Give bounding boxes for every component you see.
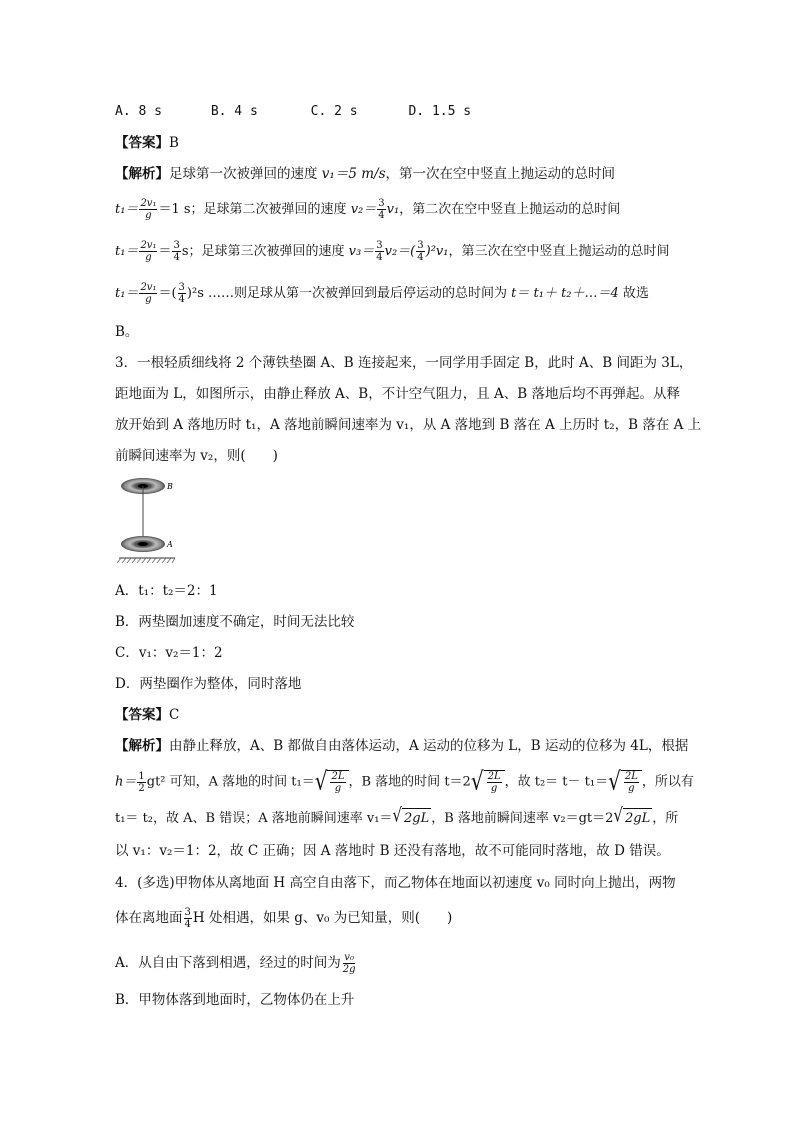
label-b: B [167,482,173,491]
answer-value: C [169,707,180,723]
numerator: 2L [487,771,501,782]
q3-stem-line-2: 距地面为 L，如图所示，由静止释放 A、B，不计空气阻力，且 A、B 落地后均不再弹起。从释 [115,386,680,402]
analysis-tag: 【解析】 [115,738,169,754]
text: ，所 [652,811,679,826]
answer-value: B [169,135,179,151]
text: ；足球第三次被弹回的速度 [188,244,349,259]
text: ，所以有 [641,774,694,790]
q4-stem-line-2 [115,907,452,930]
text: 由静止释放，A、B 都做自由落体运动，A 运动的位移为 L，B 运动的位移为 4L，根据 [169,738,689,754]
denominator: 4 [184,919,191,930]
denominator: 4 [178,294,185,305]
formula: t₁＝ [115,244,139,259]
text: ，第二次在空中竖直上抛运动的总时间 [399,202,621,217]
formula: ＝( [158,286,177,301]
formula: v₁＝5 m/s [321,166,386,182]
numerator: 2L [331,771,345,782]
q2-option-b: B. 4 s [210,104,258,119]
q4-option-b: B．甲物体落到地面时，乙物体仍在上升 [115,992,355,1008]
numerator: 2v₁ [140,240,157,251]
text: 故选 [618,286,649,301]
q2-analysis-line-1 [115,164,615,184]
text: ，B 落地的时间 t＝2 [348,774,471,790]
numerator: 2v₁ [140,282,157,293]
formula: t＝ t₁＋ t₂＋…＝4 [511,286,619,301]
q3-option-b: B．两垫圈加速度不确定，时间无法比较 [115,614,355,630]
q2-options [115,102,471,122]
radicand: 2gL [402,808,431,829]
formula: ＝1 s [158,202,191,217]
text: 体在离地面 [115,910,183,926]
numerator: 3 [417,240,424,251]
sqrt: √ 2gL [613,808,652,829]
fraction [139,198,157,221]
q2-analysis-line-5: B。 [115,324,139,340]
text: ……则足球从第一次被弹回到最后停运动的总时间为 [203,286,512,301]
denominator: 4 [173,252,180,263]
fraction [184,907,192,930]
sqrt: √ $\frac{2L}{g}$ [315,770,349,794]
formula: v₁ [386,202,400,217]
denominator: g [490,783,498,794]
text: ，故 t₂＝ t－ t₁＝ [504,774,609,790]
formula: )²v₁ [425,244,449,259]
q2-option-a: A. 8 s [115,104,162,119]
text: A．从自由下落到相遇，经过的时间为 [115,955,341,971]
answer-tag: 【答案】 [115,707,169,723]
q3-analysis-line-2 [115,765,694,796]
q2-analysis-line-3 [115,240,669,263]
numerator: 3 [178,282,185,293]
q3-stem-line-4: 前瞬间速率为 v₂，则( ) [115,448,278,464]
sqrt: √ $\frac{2L}{g}$ [471,770,505,794]
denominator: g [145,252,152,263]
denominator: 4 [376,252,383,263]
fraction [375,240,383,263]
numerator: 3 [184,907,191,918]
fraction [137,771,145,794]
q2-option-d: D. 1.5 s [408,104,472,119]
denominator: 4 [378,210,385,221]
washers-figure [115,470,195,570]
fraction [487,771,502,794]
denominator: g [628,783,635,794]
q3-answer [115,705,179,725]
fraction [178,282,186,305]
fraction [172,240,180,263]
radicand: 2gL [623,808,652,829]
numerator: 2v₁ [140,198,157,209]
washers-diagram [115,470,195,570]
washer-a-hole [138,542,148,546]
formula: )²s [186,286,204,301]
q3-option-c: C．v₁：v₂＝1：2 [115,645,223,661]
sqrt: √ 2gL [392,808,431,829]
q2-answer [115,133,179,153]
ground-hatch [117,558,175,563]
text: 足球第一次被弹回的速度 [169,166,322,182]
text: t₁＝ t₂，故 A、B 错误；A 落地前瞬间速率 v₁＝ [115,811,393,826]
formula: s [181,244,189,259]
fraction [342,952,357,975]
numerator: 3 [376,240,383,251]
q2-analysis-line-4 [115,282,649,305]
q3-stem-line-1: 3．一根轻质细线将 2 个薄铁垫圈 A、B 连接起来，一同学用手固定 B，此时 A、B 间距为 3L， [115,355,693,371]
numerator: 3 [378,198,385,209]
text: ；足球第二次被弹回的速度 [190,202,351,217]
fraction [139,282,157,305]
denominator: g [145,210,152,221]
answer-tag: 【答案】 [115,135,169,151]
formula: h＝ [115,774,137,790]
formula: t₁＝ [115,202,139,217]
text: gt² 可知，A 落地的时间 t₁＝ [146,774,315,790]
formula: t₁＝ [115,286,139,301]
denominator: 4 [417,252,424,263]
q4-option-a [115,952,358,975]
q3-stem-line-3: 放开始到 A 落地历时 t₁，A 落地前瞬间速率为 v₁，从 A 落地到 B 落在 A 上历时 t₂，B 落在 A 上 [115,417,702,433]
denominator: 2 [138,782,145,794]
numerator: 1 [138,770,145,782]
text: ，第三次在空中竖直上抛运动的总时间 [448,244,670,259]
fraction [416,240,424,263]
q3-analysis-line-1 [115,736,688,756]
text: ，B 落地前瞬间速率 v₂＝gt＝2 [431,811,614,826]
numerator: 3 [173,240,180,251]
q3-analysis-line-3 [115,804,679,829]
q4-stem-line-1: 4．(多选)甲物体从离地面 H 高空自由落下，而乙物体在地面以初速度 v₀ 同时向上抛出，两物 [115,875,676,891]
denominator: 2g [342,964,356,975]
fraction [330,771,345,794]
fraction [377,198,385,221]
formula: ＝ [158,244,172,259]
formula: v₂＝( [384,244,416,259]
q2-option-c: C. 2 s [310,104,358,119]
sqrt: √ $\frac{2L}{g}$ [608,770,642,794]
numerator: v₀ [344,952,354,963]
fraction [624,771,639,794]
analysis-tag: 【解析】 [115,166,169,182]
denominator: g [334,783,342,794]
label-a: A [167,540,173,549]
formula: v₃＝ [348,244,375,259]
q3-analysis-line-4: 以 v₁：v₂＝1：2，故 C 正确；因 A 落地时 B 还没有落地，故不可能同时落地，故 D 错误。 [115,843,670,859]
q3-option-a: A．t₁：t₂＝2：1 [115,583,218,599]
q2-analysis-line-2 [115,198,620,221]
text: H 处相遇，如果 g、v₀ 为已知量，则( ) [192,910,453,926]
formula: v₂＝ [350,202,377,217]
text: ，第一次在空中竖直上抛运动的总时间 [385,166,615,182]
fraction [139,240,157,263]
q3-option-d: D．两垫圈作为整体，同时落地 [115,676,302,692]
denominator: g [145,294,152,305]
numerator: 2L [624,771,638,782]
